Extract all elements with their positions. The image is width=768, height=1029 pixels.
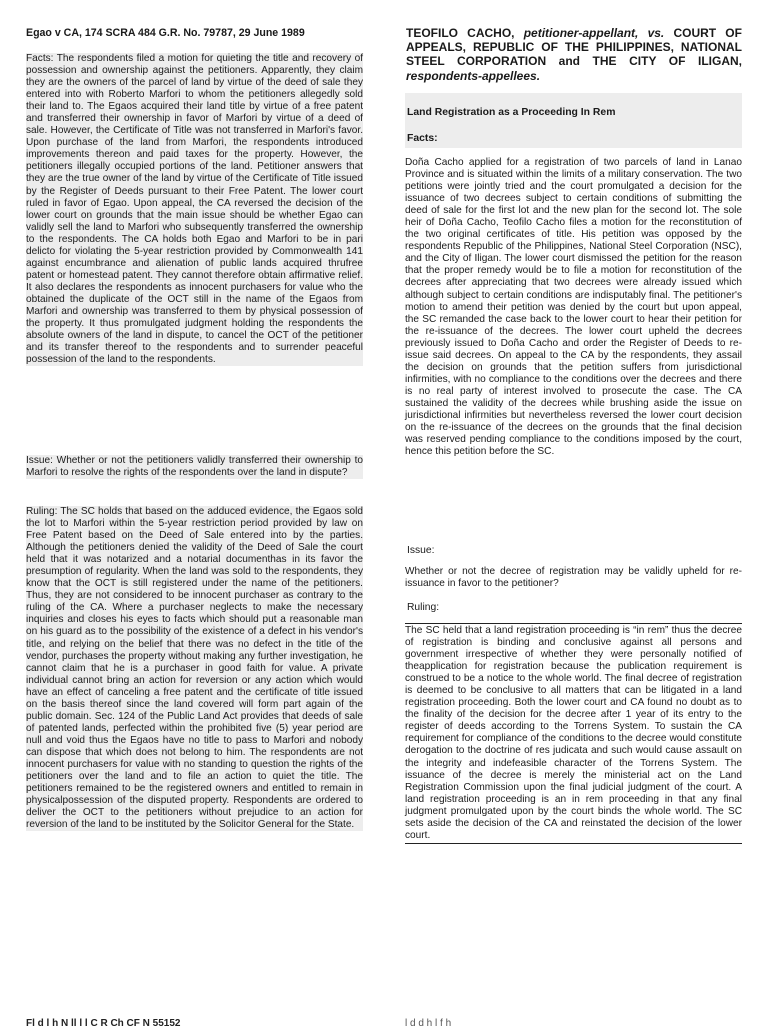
facts-text: Facts: The respondents filed a motion for quieting the title and recovery of possession and ownership against the petitioners. Apparently, they claim they are the owners of the parcel of land by virtue of the deed of sale they entered into with Roberto Marfori to whom the petitioners allegedly sold their land to. The Egaos acquired their land title by virtue of a free patent and transferred their ownership in favor of Marfori by virtue of a deed of sale. However, the Certificate of Title was not transferred in Marfori's favor. Upon purchase of the land from Marfori, the respondents introduced improvements thereon and paid taxes for the property. However, the petitioners illegally occupied portions of the land. Petitioner answers that they are the true owner of the land by virtue of the Certificate of Title issued by the Register of Deeds pursuant to their Free Patent. The lower court ruled in favor of Egao. Upon appeal, the CA reversed the decision of the lower court on grounds that the main issue should be whether Egao can validly sell the land to Marfori who subsequently transferred the ownership to the respondents. The CA holds both Egao and Marfori to be in pari delicto for violating the 5-year restriction provided by Commonwealth 141 against encumbrance and alienation of public lands acquired thrufree patent or homestead patent. They cannot therefore obtain affirmative relief. It also declares the respondents as innocent purchasers for value who the obtained the duplicate of the OCT still in the name of the Egaos from Marfori and ownership was transferred to them by physical possession of the property. It thus promulgated judgment holding the respondents the absolute owners of the land in dispute, to cancel the OCT of the petitioner and its transfer thereof to the respondents and to surrender peaceful possession of the land to the respondents. bbox=[26, 53, 363, 366]
facts-text-cacho: Doña Cacho applied for a registration of two parcels of land in Lanao Province and is situated within the limits of a military conservation. The two petitions were jointly tried and the court promulgated a decision for the issuance of two decrees subject to certain conditions of submitting the deed of sale for the first lot and the new plan for the second lot. The sole heir of Doña Cacho, Teofilo Cacho files a motion for the reconstitution of the two original certificates of title. His petition was opposed by the respondents Republic of the Philippines, National Steel Corporation (NSC), and the City of Iligan. The lower court dismissed the petition for the reason that the proper remedy would be to file a motion for reconstitution of the decrees after appreciating that two decrees were already issued which although subject to certain conditions are indisputably final. The petitioner's motion to amend their petition was denied by the court but upon appeal, the SC remanded the case back to the lower court to hear their petition for the re-issuance of the decrees. The lower court upheld the decrees previously issued to Doña Cacho and order the Register of Deeds to re-issue said decrees. On appeal to the CA by the respondents, they assail the decision on grounds that the petition suffers from jurisdictional infirmities, with no compliance to the conditions over the decrees and there is no real party of interest involved to prosecute the case. The CA sustained the validity of the decrees while brushing aside the issue on jurisdictional infirmities but nevertheless reversed the lower court decision on the re-issuance of the decrees on the grounds that the final decision was reserved pending compliance to the conditions imposed by the court, hence this petition before the SC. bbox=[405, 157, 742, 458]
ruling-label-cacho: Ruling: bbox=[407, 602, 440, 613]
section-title: Land Registration as a Proceeding In Rem bbox=[407, 107, 616, 118]
ruling-paragraph-egao bbox=[26, 506, 363, 831]
next-text-cutoff: l d d h l f h bbox=[405, 1018, 452, 1029]
case-title-cacho bbox=[406, 26, 742, 83]
issue-label-cacho: Issue: bbox=[407, 545, 435, 556]
ruling-text: Ruling: The SC holds that based on the adduced evidence, the Egaos sold the lot to Marfori within the 5-year restriction period provided by law on Free Patent based on the Deed of Sale entered into by the parties. Although the petitioners denied the validity of the Deed of Sale the court held that it was notarized and a notarial documenthas in its favor the presumption of regularity. When the land was sold to the respondents, they know that the OCT is still registered under the name of the petitioners. Thus, they are not considered to be innocent purchaser as contrary to the ruling of the CA. Where a purchaser neglects to make the necessary inquiries and closes his eyes to facts which should put a reasonable man on his guard as to the possibility of the existence of a defect in his vendor's title, and relying on the belief that there was no defect in the title of the vendor, purchases the property without making any further investigation, he cannot claim that he is a purchaser in good faith for value. A private individual cannot bring an action for reversion or any action which would have an effect of canceling a free patent and the certificate of title issued on the basis thereof since the land covered will form part again of the public domain. Sec. 124 of the Public Land Act provides that deeds of sale of patented lands, perfected within the prohibited five (5) year period are null and void thus the Egaos have no title to pass to Marfori and nobody can dispose that which does not belong to him. The respondents are not innocent purchasers for value with no standing to question the rights of the petitioners over the land and to file an action to quiet the title. The petitioners remained to be the registered owners and entitled to remain in physicalpossession of the disputed property. Respondents are ordered to deliver the OCT to the petitioners without prejudice to an action for reversion of the land to be instituted by the Solicitor General for the State. bbox=[26, 506, 363, 831]
case-head-role-a: petitioner-appellant, vs. bbox=[523, 26, 665, 40]
case-head-role-b: respondents-appellees. bbox=[406, 68, 541, 83]
case-title-egao: Egao v CA, 174 SCRA 484 G.R. No. 79787, 29 June 1989 bbox=[26, 27, 305, 39]
facts-paragraph-cacho bbox=[405, 157, 742, 458]
ruling-text-cacho: The SC held that a land registration proceeding is “in rem” thus the decree of registration is binding and conclusive against all persons and government irrespective of whether they were personally notified of theapplication for registration because the publication requirement is construed to be a notice to the whole world. The final decree of registration is deemed to be conclusive to all matters that can be litigated in a land registration proceeding. Both the lower court and CA found no doubt as to the finality of the decision for the decree after 1 year of its entry to the register of deeds according to the Torrens System. To sustain the CA requirement for compliance of the conditions to the decree would constitute derogation to the doctrine of res judicata and such would cause assault on the integrity and indefeasible character of the Torrens System. The issuance of the decree is merely the ministerial act on the Land Registration Commission upon the final judicial judgment of the court. A land registration proceeding is an in rem proceeding in that any final judgment promulgated upon by the court binds the whole world. The SC sets aside the decision of the CA and reinstated the decision of the lower court. bbox=[405, 625, 742, 841]
issue-text-cacho: Whether or not the decree of registration may be validly upheld for re-issuance in favor to the petitioner? bbox=[405, 566, 742, 590]
case-head-party-b: COURT OF APPEALS, REPUBLIC OF THE PHILIPPINES, NATIONAL STEEL CORPORATION and THE CITY OF ILIGAN, bbox=[406, 26, 742, 69]
facts-paragraph-egao bbox=[26, 53, 363, 366]
next-case-title-cutoff: Fl d l h N ll l l C R Ch CF N 55152 bbox=[26, 1018, 181, 1029]
issue-text: Issue: Whether or not the petitioners validly transferred their ownership to Marfori to resolve the rights of the respondents over the land in dispute? bbox=[26, 455, 363, 479]
issue-paragraph-cacho bbox=[405, 566, 742, 590]
section-heading-box bbox=[405, 93, 742, 148]
case-head-party-a: TEOFILO CACHO, bbox=[406, 26, 515, 40]
ruling-paragraph-cacho bbox=[405, 623, 742, 844]
facts-label-cacho: Facts: bbox=[407, 133, 438, 144]
issue-paragraph-egao bbox=[26, 455, 363, 479]
